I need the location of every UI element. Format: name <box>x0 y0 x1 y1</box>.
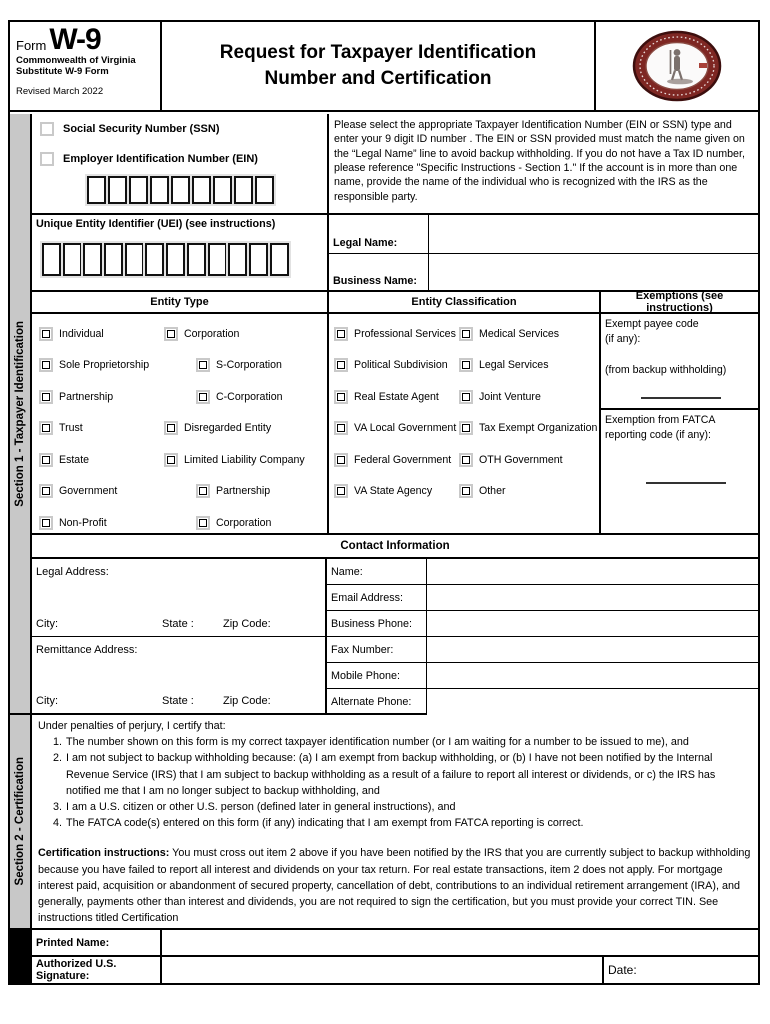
ssn-option <box>40 122 220 136</box>
checkbox-option <box>196 476 327 508</box>
checkbox-inner <box>337 330 345 338</box>
org-line1: Commonwealth of Virginia <box>16 55 136 66</box>
checkbox-option <box>459 476 599 508</box>
checkbox-label: Tax Exempt Organization <box>479 422 598 435</box>
digit-box[interactable] <box>150 176 169 204</box>
contact-field-input[interactable] <box>427 663 758 688</box>
form-word: Form <box>16 38 47 53</box>
checkbox-inner <box>42 330 50 338</box>
certification-item-text: The FATCA code(s) entered on this form (if any) indicating that I am exempt from FATCA reporting is correct. <box>66 817 584 830</box>
checkbox-inner <box>167 456 175 464</box>
checkbox-option <box>164 413 327 445</box>
section2-sidebar <box>10 715 32 930</box>
checkbox-label: Disregarded Entity <box>184 422 272 435</box>
certification-instructions-label: Certification instructions: <box>38 847 170 860</box>
checkbox-inner <box>337 424 345 432</box>
checkbox-label: OTH Government <box>479 453 563 466</box>
legal-address-label: Legal Address: <box>36 566 109 578</box>
checkbox-inner <box>462 330 470 338</box>
digit-box[interactable] <box>171 176 190 204</box>
certification-item-number: 2. <box>52 752 62 765</box>
printed-name-input[interactable] <box>162 930 758 955</box>
digit-box[interactable] <box>255 176 274 204</box>
contact-field-label: Name: <box>327 559 427 584</box>
checkbox-option <box>164 318 327 350</box>
checkbox-option <box>39 444 164 476</box>
checkbox[interactable] <box>39 453 53 467</box>
certification-cell <box>32 715 758 930</box>
digit-box[interactable] <box>228 243 247 276</box>
perjury-intro: Under penalties of perjury, I certify that: <box>38 720 226 732</box>
certification-items <box>38 734 752 831</box>
checkbox-label: VA Local Government <box>354 422 457 435</box>
checkbox-inner <box>167 424 175 432</box>
entity-type-right-column <box>164 318 327 539</box>
exempt-payee-note: (from backup withholding) <box>605 363 727 376</box>
contact-field-label: Alternate Phone: <box>327 689 427 715</box>
checkbox-option <box>39 318 164 350</box>
checkbox-option <box>334 350 459 382</box>
checkbox-label: S-Corporation <box>216 359 282 372</box>
checkbox[interactable] <box>164 453 178 467</box>
uei-names-row <box>32 215 758 292</box>
digit-box[interactable] <box>208 243 227 276</box>
certification-item-number: 3. <box>52 800 62 813</box>
digit-box[interactable] <box>83 243 102 276</box>
checkbox[interactable] <box>459 453 473 467</box>
contact-field-input[interactable] <box>427 559 758 584</box>
legal-address-cell[interactable] <box>32 559 325 637</box>
checkbox-inner <box>337 456 345 464</box>
certification-item <box>46 750 752 799</box>
org-line2: Substitute W-9 Form <box>16 66 109 78</box>
form-header <box>10 22 758 112</box>
checkbox[interactable] <box>334 453 348 467</box>
form-title <box>162 22 596 110</box>
ein-checkbox[interactable] <box>40 152 54 166</box>
signature-label: Authorized U.S. Signature: <box>32 957 162 983</box>
checkbox[interactable] <box>196 390 210 404</box>
digit-box[interactable] <box>145 243 164 276</box>
state-label: State : <box>162 618 194 631</box>
checkbox[interactable] <box>459 358 473 372</box>
checkbox-inner <box>337 361 345 369</box>
checkbox[interactable] <box>459 327 473 341</box>
form-frame <box>8 20 760 985</box>
digit-box[interactable] <box>166 243 185 276</box>
checkbox-option <box>39 476 164 508</box>
checkbox[interactable] <box>39 516 53 530</box>
checkbox-inner <box>167 330 175 338</box>
checkbox[interactable] <box>164 421 178 435</box>
checkbox-inner <box>337 487 345 495</box>
contact-field-label: Mobile Phone: <box>327 663 427 688</box>
exempt-payee-line1: Exempt payee code <box>605 318 699 330</box>
revision-date: Revised March 2022 <box>16 85 104 97</box>
checkbox[interactable] <box>39 327 53 341</box>
checkbox[interactable] <box>459 484 473 498</box>
exemptions-header: Exemptions (see instructions) <box>601 292 758 314</box>
checkbox-option <box>459 381 599 413</box>
contact-field-input[interactable] <box>427 689 758 715</box>
ein-option <box>40 152 258 166</box>
checkbox-option <box>39 381 164 413</box>
zip-label: Zip Code: <box>223 695 271 708</box>
contact-field-row <box>327 637 758 663</box>
digit-box[interactable] <box>234 176 253 204</box>
checkbox[interactable] <box>334 484 348 498</box>
checkbox-option <box>334 444 459 476</box>
contact-field-input[interactable] <box>427 585 758 610</box>
checkbox-inner <box>462 361 470 369</box>
checkbox-inner <box>337 393 345 401</box>
contact-field-input[interactable] <box>427 637 758 662</box>
checkbox-inner <box>462 393 470 401</box>
certification-item-number: 1. <box>52 736 62 749</box>
checkbox[interactable] <box>39 358 53 372</box>
checkbox-inner <box>462 456 470 464</box>
certification-item-text: I am a U.S. citizen or other U.S. person (defined later in general instructions), and <box>66 800 456 813</box>
checkbox[interactable] <box>39 421 53 435</box>
checkbox-inner <box>199 519 207 527</box>
checkbox-label: Individual <box>59 327 104 340</box>
checkbox-option <box>39 413 164 445</box>
checkbox-label: Other <box>479 485 506 498</box>
checkbox-option <box>334 381 459 413</box>
checkbox-option <box>334 318 459 350</box>
checkbox-label: Medical Services <box>479 327 560 340</box>
contact-field-label: Fax Number: <box>327 637 427 662</box>
fatca-cell <box>601 410 758 531</box>
exempt-payee-cell <box>601 314 758 410</box>
checkbox-label: VA State Agency <box>354 485 433 498</box>
certification-item-text: The number shown on this form is my correct taxpayer identification number (or I am waiting for a number to be issued to me), and <box>66 736 689 749</box>
contact-field-row <box>327 689 758 715</box>
tin-instructions: Please select the appropriate Taxpayer Identification Number (EIN or SSN) type and enter your 9 digit ID number . The EIN or SSN provided must match the name given on the “Legal Name” line to avoid backup withholding. If you do not have a Tax ID number, please reference "Specific Instructions - Section 1." If the account is in more than one name, provide the name of the individual who is recognized with the IRS as the responsible party. <box>334 119 745 203</box>
checkbox-inner <box>42 424 50 432</box>
checkbox-inner <box>42 456 50 464</box>
checkbox-inner <box>42 393 50 401</box>
certification-item <box>46 815 752 831</box>
checkbox-label: Partnership <box>59 390 114 403</box>
checkbox-inner <box>462 487 470 495</box>
uei-label: Unique Entity Identifier (UEI) (see instructions) <box>36 218 276 230</box>
checkbox[interactable] <box>196 358 210 372</box>
checkbox[interactable] <box>459 390 473 404</box>
uei-cell <box>32 215 327 290</box>
contact-field-row <box>327 663 758 689</box>
digit-box[interactable] <box>42 243 61 276</box>
checkbox[interactable] <box>334 421 348 435</box>
checkbox-option <box>164 444 327 476</box>
checkbox-label: Real Estate Agent <box>354 390 439 403</box>
checkbox[interactable] <box>196 516 210 530</box>
checkbox-label: Corporation <box>216 516 272 529</box>
checkbox-option <box>459 413 599 445</box>
checkbox[interactable] <box>39 390 53 404</box>
checkbox-label: C-Corporation <box>216 390 283 403</box>
tin-row <box>32 114 758 215</box>
checkbox[interactable] <box>459 421 473 435</box>
checkbox-option <box>39 350 164 382</box>
checkbox-label: Professional Services <box>354 327 456 340</box>
checkbox-label: Trust <box>59 422 83 435</box>
certification-item <box>46 799 752 815</box>
entity-classification-right-column <box>459 318 599 507</box>
checkbox-inner <box>42 487 50 495</box>
digit-box[interactable] <box>270 243 289 276</box>
checkbox[interactable] <box>334 327 348 341</box>
checkbox[interactable] <box>39 484 53 498</box>
contact-field-row <box>327 611 758 637</box>
names-cell <box>329 215 758 290</box>
checkbox-option <box>459 318 599 350</box>
entity-classification-cell <box>329 292 599 533</box>
checkbox-label: Sole Proprietorship <box>59 359 150 372</box>
digit-box[interactable] <box>187 243 206 276</box>
title-line1: Request for Taxpayer Identification <box>219 42 537 64</box>
signature-input[interactable] <box>162 957 602 983</box>
checkbox-label: Corporation <box>184 327 240 340</box>
date-field[interactable] <box>602 957 758 983</box>
ein-label: Employer Identification Number (EIN) <box>63 153 258 165</box>
checkbox-inner <box>462 424 470 432</box>
checkbox[interactable] <box>334 390 348 404</box>
state-label: State : <box>162 695 194 708</box>
tin-digit-boxes <box>87 176 274 204</box>
signature-row <box>32 930 758 983</box>
sidebar-black-block <box>10 930 32 983</box>
digit-box[interactable] <box>104 243 123 276</box>
digit-box[interactable] <box>213 176 232 204</box>
checkbox-option <box>196 350 327 382</box>
contact-field-row <box>327 585 758 611</box>
form-id-block <box>10 22 162 110</box>
checkbox-option <box>196 381 327 413</box>
city-label: City: <box>36 695 58 708</box>
printed-name-label: Printed Name: <box>32 930 162 955</box>
checkbox-label: Estate <box>59 453 90 466</box>
checkbox-inner <box>42 361 50 369</box>
fatca-text: Exemption from FATCA reporting code (if any): <box>605 414 715 442</box>
checkbox-label: Partnership <box>216 485 271 498</box>
legal-name-label: Legal Name: <box>329 215 429 253</box>
business-name-input[interactable] <box>429 254 758 291</box>
virginia-seal-icon <box>624 28 730 104</box>
certification-item <box>46 734 752 750</box>
exemptions-cell <box>601 292 758 533</box>
entity-classification-left-column <box>329 318 459 507</box>
fatca-input-line[interactable] <box>646 482 726 484</box>
checkbox-option <box>459 350 599 382</box>
digit-box[interactable] <box>108 176 127 204</box>
checkbox-label: Government <box>59 485 118 498</box>
certification-item-text: I am not subject to backup withholding because: (a) I am exempt from backup withholding, or (b) I have not been notified by the Internal Revenue Service (IRS) that I am subject to backup withholding as a result of a failure to report all interest or dividends, or c) the IRS has notified me that I am no longer subject to backup withholding, and <box>66 752 716 797</box>
address-column <box>32 559 327 713</box>
digit-box[interactable] <box>87 176 106 204</box>
checkbox-option <box>334 476 459 508</box>
contact-fields <box>327 559 758 713</box>
checkbox-inner <box>199 361 207 369</box>
checkbox[interactable] <box>334 358 348 372</box>
entity-type-header: Entity Type <box>32 292 327 314</box>
digit-box[interactable] <box>125 243 144 276</box>
contact-row <box>32 535 758 715</box>
checkbox[interactable] <box>164 327 178 341</box>
checkbox-option <box>459 444 599 476</box>
city-label: City: <box>36 618 58 631</box>
zip-label: Zip Code: <box>223 618 271 631</box>
ssn-checkbox[interactable] <box>40 122 54 136</box>
digit-box[interactable] <box>192 176 211 204</box>
entity-type-left-column <box>32 318 164 539</box>
exempt-payee-line2: (if any): <box>605 333 641 346</box>
certification-instructions-text: You must cross out item 2 above if you have been notified by the IRS that you are currently subject to backup withholding because you have failed to report all interest and dividends on your tax return. For real estate transactions, item 2 does not apply. For mortgage interest paid, acquisition or abandonment of secured property, cancellation of debt, contributions to an individual retirement arrangement (IRA), and generally, payments other than interest and dividends, you are not required to sign the certification, but you must provide your correct TIN. See instructions titled Certification <box>38 847 751 925</box>
entity-type-cell <box>32 292 327 533</box>
business-name-label: Business Name: <box>329 254 429 291</box>
date-label: Date: <box>608 963 637 977</box>
certification-instructions <box>38 845 752 926</box>
checkbox-option <box>196 507 327 539</box>
checkbox-option <box>39 507 164 539</box>
title-line2: Number and Certification <box>264 68 492 89</box>
checkbox[interactable] <box>196 484 210 498</box>
ssn-label: Social Security Number (SSN) <box>63 123 220 135</box>
remittance-address-cell[interactable] <box>32 637 325 713</box>
checkbox-inner <box>199 393 207 401</box>
entity-row <box>32 292 758 535</box>
contact-header: Contact Information <box>32 535 758 559</box>
uei-boxes <box>42 243 289 276</box>
checkbox-label: Political Subdivision <box>354 359 448 372</box>
digit-box[interactable] <box>129 176 148 204</box>
checkbox-label: Limited Liability Company <box>184 453 305 466</box>
contact-field-label: Business Phone: <box>327 611 427 636</box>
checkbox-option <box>334 413 459 445</box>
checkbox-label: Non-Profit <box>59 516 107 529</box>
entity-classification-header: Entity Classification <box>329 292 599 314</box>
exempt-payee-input-line[interactable] <box>641 397 721 399</box>
remittance-address-label: Remittance Address: <box>36 644 138 656</box>
contact-field-row <box>327 559 758 585</box>
checkbox-inner <box>42 519 50 527</box>
certification-item-number: 4. <box>52 817 62 830</box>
section1-sidebar <box>10 114 32 715</box>
contact-field-label: Email Address: <box>327 585 427 610</box>
seal-cell <box>596 22 758 110</box>
contact-field-input[interactable] <box>427 611 758 636</box>
checkbox-label: Joint Venture <box>479 390 541 403</box>
digit-box[interactable] <box>249 243 268 276</box>
section2-sidebar-label: Section 2 - Certification <box>14 757 26 886</box>
section1-sidebar-label: Section 1 - Taxpayer Identification <box>14 320 26 507</box>
tin-select-cell <box>32 114 327 213</box>
checkbox-label: Federal Government <box>354 453 452 466</box>
form-number: W-9 <box>49 23 101 56</box>
digit-box[interactable] <box>63 243 82 276</box>
legal-name-input[interactable] <box>429 215 758 253</box>
checkbox-label: Legal Services <box>479 359 549 372</box>
checkbox-inner <box>199 487 207 495</box>
